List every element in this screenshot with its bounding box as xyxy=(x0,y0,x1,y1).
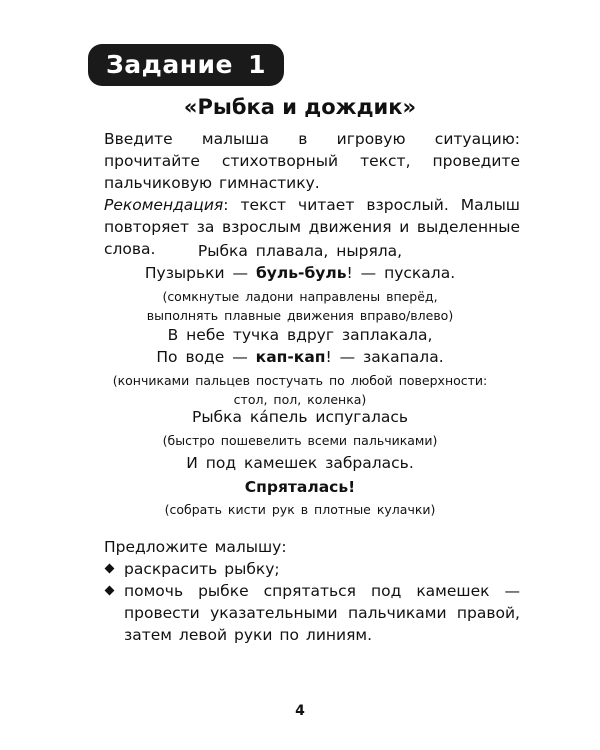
poem-line-2-end: ! — пускала. xyxy=(346,264,456,282)
poem-line-7 xyxy=(90,476,510,498)
poem-line-3: В небе тучка вдруг заплакала, xyxy=(167,326,433,344)
offer-item-color xyxy=(104,558,520,580)
poem-stanza-2 xyxy=(90,324,510,409)
poem-note-1b: выполнять плавные движения вправо/влево) xyxy=(146,308,454,323)
offer-item-text: помочь рыбке спрятаться под камешек — провести указательными пальчиками правой, затем левой руки по линиям. xyxy=(124,582,520,644)
poem-note-1a: (сомкнутые ладони направлены вперёд, xyxy=(162,289,438,304)
offer-list xyxy=(104,558,520,646)
poem-line-2 xyxy=(90,262,510,284)
poem-note-2a: (кончиками пальцев постучать по любой поверхности: xyxy=(112,373,488,388)
poem-line-4-end: ! — закапала. xyxy=(325,348,444,366)
task-badge xyxy=(88,44,284,86)
poem-line-6: И под камешек забралась. xyxy=(186,454,414,472)
poem-line-7-emphasis: Спряталась! xyxy=(244,478,356,496)
offer-item-text: раскрасить рыбку; xyxy=(124,560,280,578)
poem-line-1: Рыбка плавала, ныряла, xyxy=(197,242,403,260)
page-number: 4 xyxy=(295,703,305,719)
intro-paragraph: Введите малыша в игровую ситуацию: прочитайте стихотворный текст, проведите пальчиковую гимнастику. xyxy=(104,130,520,192)
poem-line-4-emphasis: кап-кап xyxy=(255,348,326,366)
diamond-bullet-icon xyxy=(105,564,115,574)
exercise-title: «Рыбка и дождик» xyxy=(183,95,417,119)
poem-line-2-start: Пузырьки — xyxy=(144,264,256,282)
recommendation-label: Рекомендация xyxy=(104,196,224,214)
offer-item-hide xyxy=(104,580,520,646)
poem-stanza-3 xyxy=(90,406,510,450)
offer-lead: Предложите малышу: xyxy=(104,538,287,556)
task-label: Задание 1 xyxy=(106,50,267,79)
poem-stanza-4 xyxy=(90,452,510,519)
poem-line-2-emphasis: буль-буль xyxy=(255,264,347,282)
poem-note-3: (быстро пошевелить всеми пальчиками) xyxy=(162,433,438,448)
poem-note-4: (собрать кисти рук в плотные кулачки) xyxy=(164,502,436,517)
recommendation-text: : текст читает взрослый. Малыш повторяет за взрослым движения и выделенные слова. xyxy=(104,196,520,258)
poem-note-2b: стол, пол, коленка) xyxy=(233,392,367,407)
diamond-bullet-icon xyxy=(105,586,115,596)
poem-line-5: Рыбка ка́пель испугалась xyxy=(191,408,409,426)
poem-stanza-1 xyxy=(90,240,510,325)
poem-line-4 xyxy=(90,346,510,368)
poem-line-4-start: По воде — xyxy=(156,348,256,366)
